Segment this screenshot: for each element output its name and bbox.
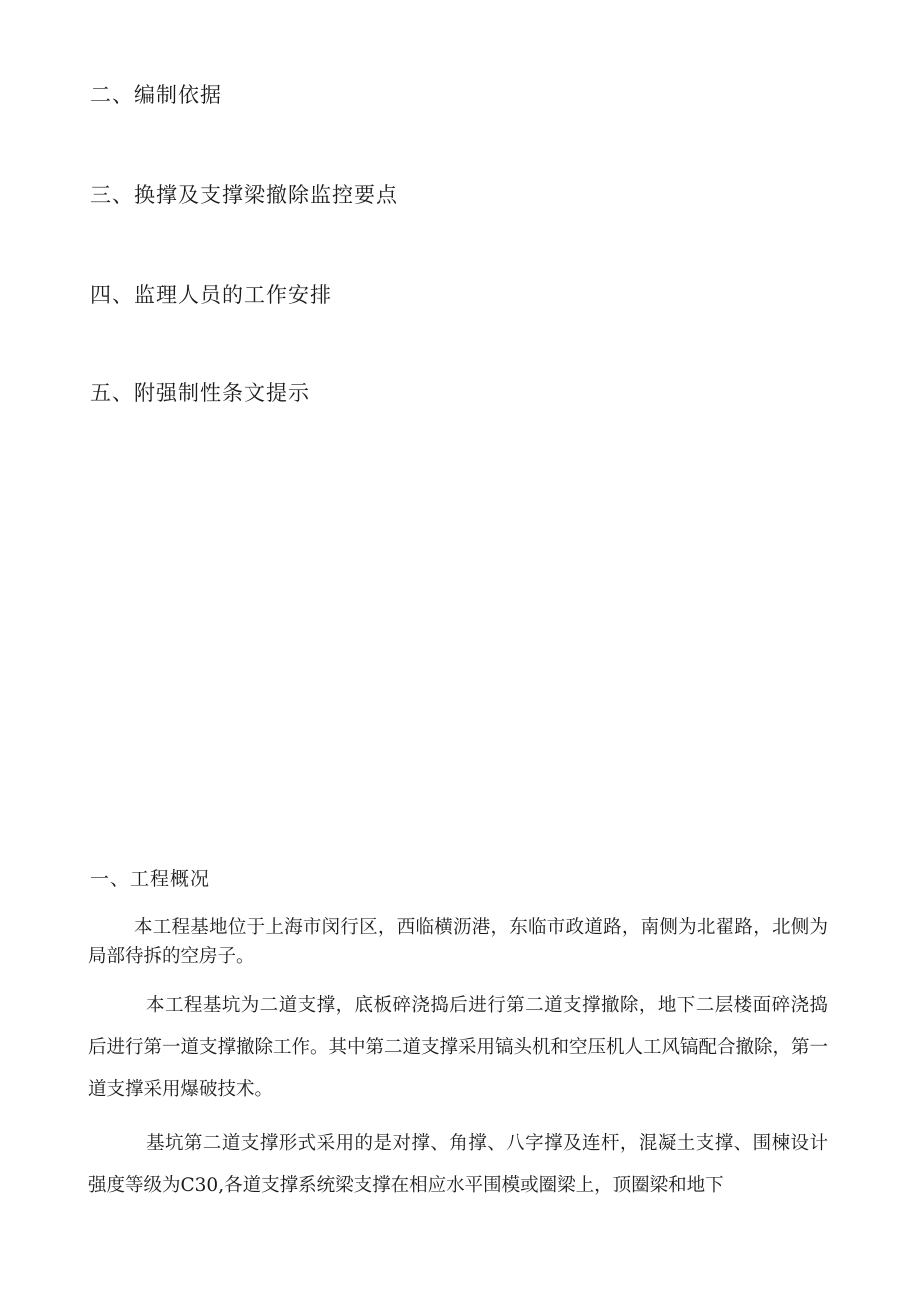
section-heading: 一、工程概况: [90, 868, 211, 890]
paragraph-support-removal: 本工程基坑为二道支撑，底板碎浇捣后进行第二道支撑撤除，地下二层楼面碎浇捣后进行第一道支撑撤除工作。其中第二道支撑采用镐头机和空压机人工风镐配合撤除，第一道支撑采用爆破技术。: [88, 995, 829, 1100]
paragraph-support-form: 基坑第二道支撑形式采用的是对撑、角撑、八字撑及连杆，混凝土支撑、围楝设计强度等级为C30,各道支撑系统梁支撑在相应水平围模或圈梁上，顶圈梁和地下: [88, 1133, 828, 1196]
toc-item-basis: 二、编制依据: [90, 83, 222, 107]
toc-item-mandatory-clauses: 五、附强制性条文提示: [90, 381, 310, 405]
toc-item-staff-arrangement: 四、监理人员的工作安排: [90, 283, 332, 307]
toc-item-monitoring-points: 三、换撑及支撑梁撤除监控要点: [90, 183, 398, 207]
paragraph-location: 本工程基地位于上海市闵行区，西临横沥港，东临市政道路，南侧为北翟路，北侧为局部待拆的空房子。: [88, 917, 828, 967]
